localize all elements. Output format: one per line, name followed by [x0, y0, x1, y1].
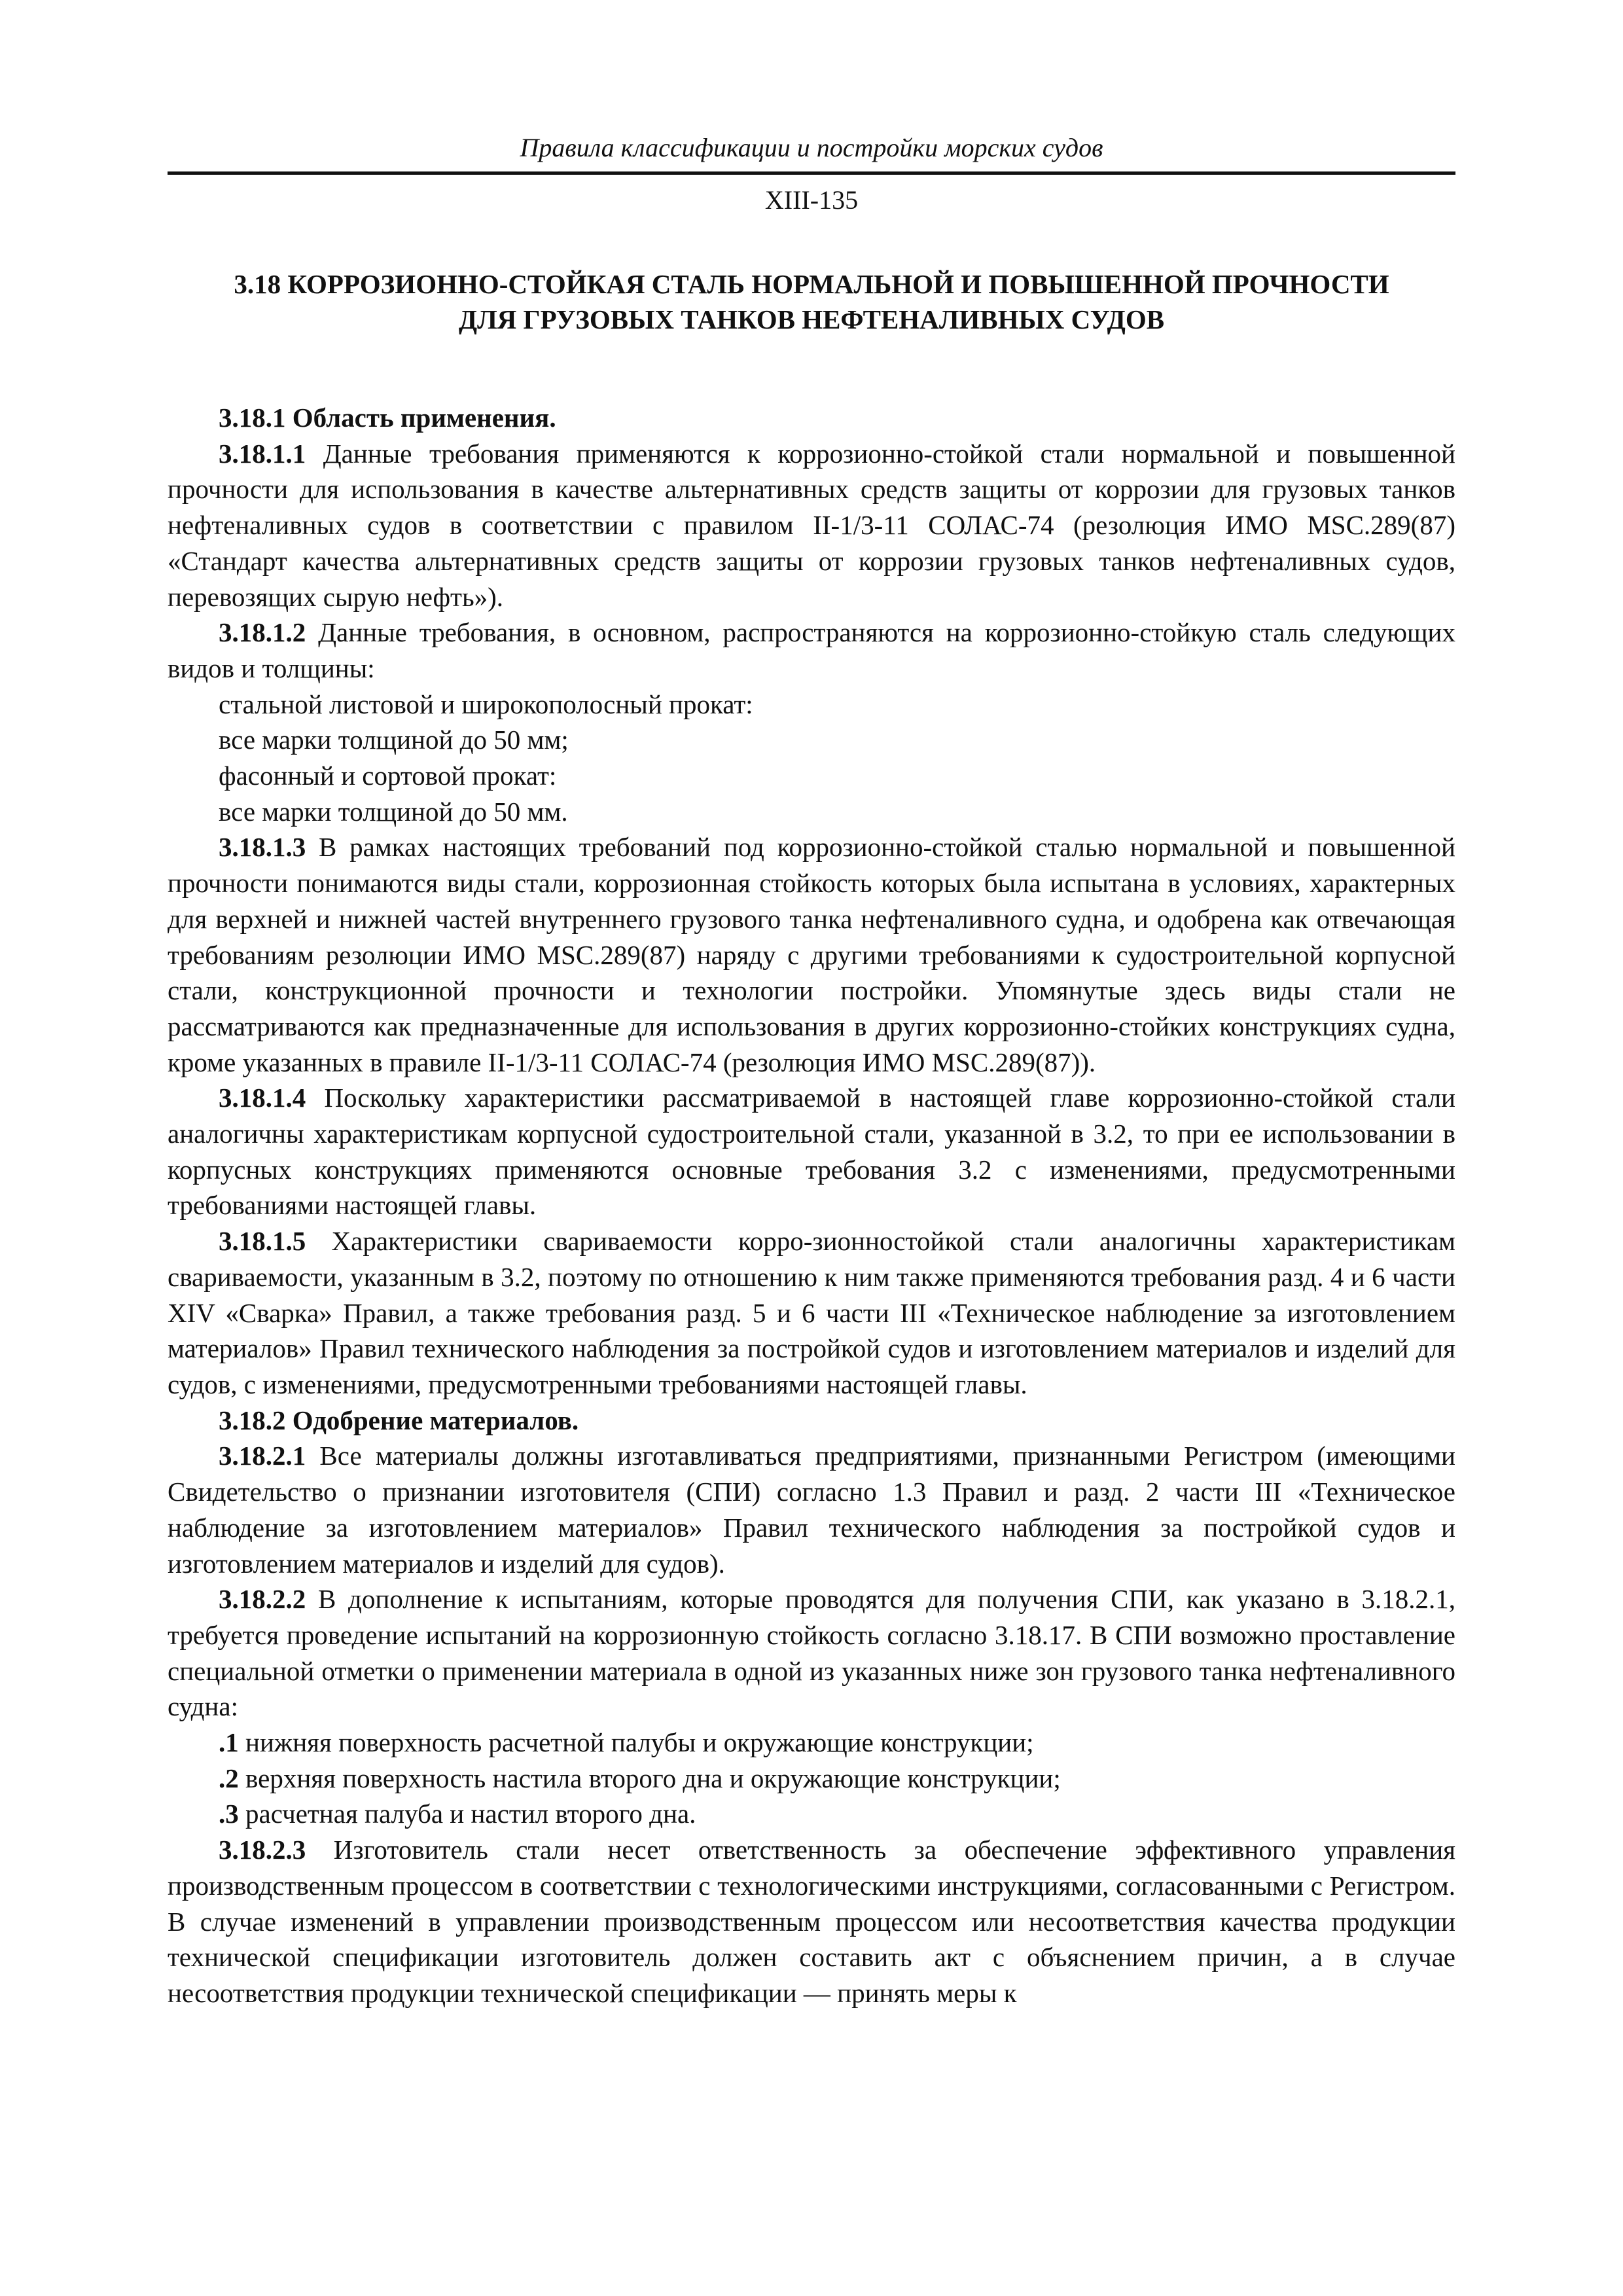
zone-item-2	[168, 1761, 1455, 1797]
paragraph-3-18-2-1	[168, 1438, 1455, 1581]
list-line-4: все марки толщиной до 50 мм.	[219, 796, 568, 827]
clause-number: 3.18.2.3	[219, 1835, 306, 1865]
list-line-3: фасонный и сортовой прокат:	[219, 761, 557, 791]
clause-text: Все материалы должны изготавливаться предприятиями, признанными Регистром (имеющими Свидетельство о признании изготовителя (СПИ) согласно 1.3 Правил и разд. 2 части III «Техническое наблюдение за изготовлением материалов» Правил технического наблюдения за постройкой судов и изготовлением материалов и изделий для судов).	[168, 1441, 1455, 1579]
clause-number: 3.18.1.3	[219, 832, 306, 863]
heading-text: 3.18.2 Одобрение материалов.	[219, 1405, 579, 1435]
clause-number: 3.18.1.5	[219, 1226, 306, 1257]
paragraph-3-18-1-1	[168, 436, 1455, 615]
list-line-2: все марки толщиной до 50 мм;	[219, 725, 569, 755]
zone-item-1	[168, 1725, 1455, 1761]
paragraph-3-18-2-2	[168, 1581, 1455, 1725]
clause-text: Данные требования применяются к коррозионно-стойкой стали нормальной и повышенной прочности для использования в качестве альтернативных средств защиты от коррозии для грузовых танков нефтеналивных судов в соответствии с правилом II-1/3-11 СОЛАС-74 (резолюция ИМО MSC.289(87) «Стандарт качества альтернативных средств защиты от коррозии грузовых танков нефтеналивных судов, перевозящих сырую нефть»).	[168, 438, 1455, 612]
document-body	[168, 400, 1455, 2011]
running-header: Правила классификации и постройки морских судов	[168, 131, 1455, 175]
item-text: нижняя поверхность расчетной палубы и окружающие конструкции;	[238, 1727, 1034, 1758]
clause-text: В дополнение к испытаниям, которые проводятся для получения СПИ, как указано в 3.18.2.1, требуется проведение испытаний на коррозионную стойкость согласно 3.18.17. В СПИ возможно проставление специальной отметки о применении материала в одной из указанных ниже зон грузового танка нефтеналивного судна:	[168, 1584, 1455, 1722]
clause-number: 3.18.2.2	[219, 1584, 306, 1615]
clause-text: Характеристики свариваемости корро-зионностойкой стали аналогичны характеристикам свариваемости, указанным в 3.2, поэтому по отношению к ним также применяются требования разд. 4 и 6 части XIV «Сварка» Правил, а также требования разд. 5 и 6 части III «Техническое наблюдение за изготовлением материалов» Правил технического наблюдения за постройкой судов и изготовлением материалов и изделий для судов, с изменениями, предусмотренными требованиями настоящей главы.	[168, 1226, 1455, 1399]
paragraph-3-18-1-5	[168, 1223, 1455, 1403]
paragraph-3-18-1-2	[168, 615, 1455, 686]
page-number: XIII-135	[764, 185, 859, 215]
zone-item-3	[168, 1796, 1455, 1832]
paragraph-3-18-1-3	[168, 829, 1455, 1080]
clause-number: 3.18.1.2	[219, 617, 306, 648]
document-page	[168, 131, 1455, 2011]
paragraph-3-18-2-3	[168, 1832, 1455, 2011]
clause-text: Данные требования, в основном, распространяются на коррозионно-стойкую сталь следующих видов и толщины:	[168, 617, 1455, 683]
heading-3-18-1	[168, 400, 1455, 436]
item-text: расчетная палуба и настил второго дна.	[238, 1799, 696, 1829]
heading-text: 3.18.1 Область применения.	[219, 403, 556, 433]
clause-text: Изготовитель стали несет ответственность за обеспечение эффективного управления производственным процессом в соответствии с технологическими инструкциями, согласованными с Регистром. В случае изменений в управлении производственным процессом или несоответствия качества продукции технической спецификации изготовитель должен составить акт с объяснением причин, а в случае несоответствия продукции технической спецификации — принять меры к	[168, 1835, 1455, 2008]
list-line-1: стальной листовой и широкополосный прокат:	[219, 689, 753, 719]
section-title	[168, 266, 1455, 337]
clause-number: 3.18.1.1	[219, 438, 306, 469]
item-number: .3	[219, 1799, 239, 1829]
clause-number: 3.18.1.4	[219, 1083, 306, 1113]
clause-number: 3.18.2.1	[219, 1441, 306, 1471]
item-number: .1	[219, 1727, 239, 1758]
clause-text: Поскольку характеристики рассматриваемой в настоящей главе коррозионно-стойкой стали аналогичны характеристикам корпусной судостроительной стали, указанной в 3.2, то при ее использовании в корпусных конструкциях применяются основные требования 3.2 с изменениями, предусмотренными требованиями настоящей главы.	[168, 1083, 1455, 1221]
section-title-line-1: 3.18 КОРРОЗИОННО-СТОЙКАЯ СТАЛЬ НОРМАЛЬНОЙ И ПОВЫШЕННОЙ ПРОЧНОСТИ	[234, 269, 1389, 299]
item-text: верхняя поверхность настила второго дна и окружающие конструкции;	[238, 1763, 1061, 1793]
heading-3-18-2	[168, 1403, 1455, 1439]
section-title-line-2: ДЛЯ ГРУЗОВЫХ ТАНКОВ НЕФТЕНАЛИВНЫХ СУДОВ	[458, 304, 1165, 334]
clause-text: В рамках настоящих требований под коррозионно-стойкой сталью нормальной и повышенной прочности понимаются виды стали, коррозионная стойкость которых была испытана в условиях, характерных для верхней и нижней частей внутреннего грузового танка нефтеналивного судна, и одобрена как отвечающая требованиям резолюции ИМО MSC.289(87) наряду с другими требованиями к судостроительной корпусной стали, конструкционной прочности и технологии постройки. Упомянутые здесь виды стали не рассматриваются как предназначенные для использования в других коррозионно-стойких конструкциях судна, кроме указанных в правиле II-1/3-11 СОЛАС-74 (резолюция ИМО MSC.289(87)).	[168, 832, 1455, 1077]
paragraph-3-18-1-4	[168, 1080, 1455, 1223]
item-number: .2	[219, 1763, 239, 1793]
